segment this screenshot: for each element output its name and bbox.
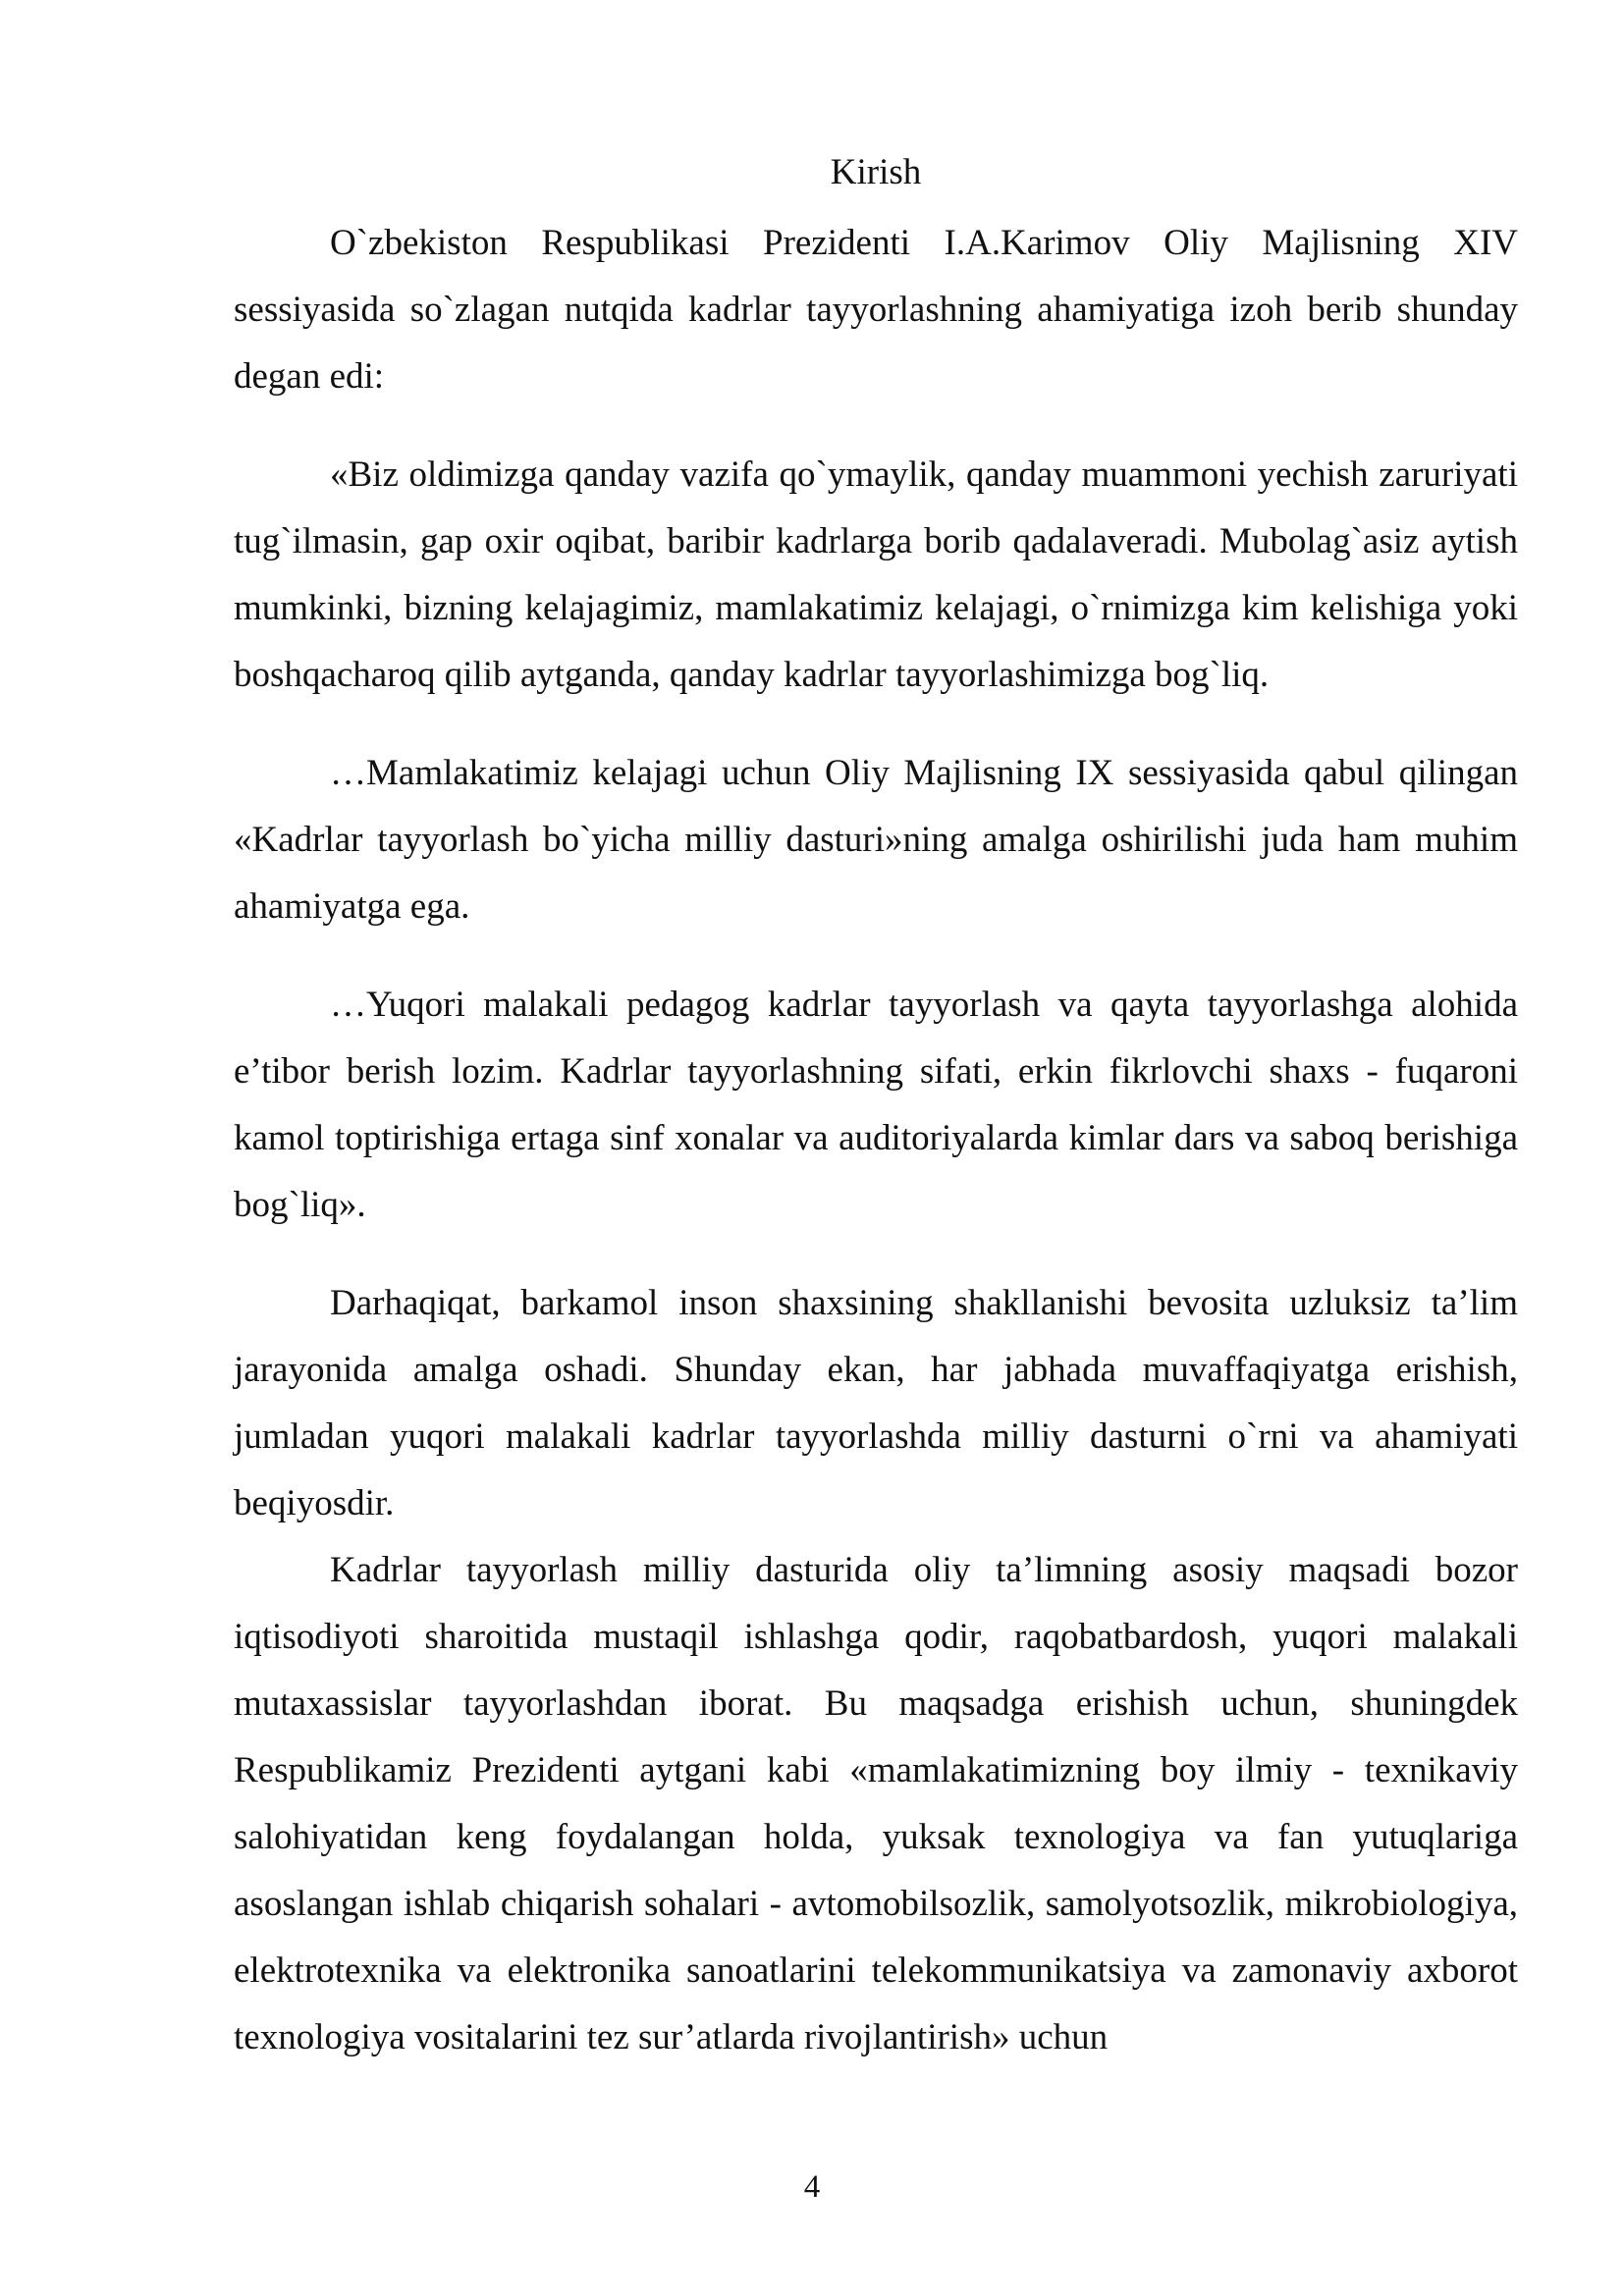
page-number: 4 [803, 2169, 821, 2205]
quote-paragraph-3: …Yuqori malakali pedagog kadrlar tayyorlash va qayta tayyorlashga alohida e’tibor berish lozim. Kadrlar tayyorlashning sifati, erkin fikrlovchi shaxs - fuqaroni kamol toptirishiga ertaga sinf xonalar va auditoriyalarda kimlar dars va saboq berishiga bog`liq». [234, 985, 1518, 1225]
paragraph-kadrlar: Kadrlar tayyorlash milliy dasturida oliy ta’limning asosiy maqsadi bozor iqtisodiyoti sharoitida mustaqil ishlashga qodir, raqobatbardosh, yuqori malakali mutaxassislar tayyorlashdan iborat. Bu maqsadga erishish uchun, shuningdek Respublikamiz Prezidenti aytgani kabi «mamlakatimizning boy ilmiy - texnikaviy salohiyatidan keng foydalangan holda, yuksak texnologiya va fan yutuqlariga asoslangan ishlab chiqarish sohalari - avtomobilsozlik, samolyotsozlik, mikrobiologiya, elektrotexnika va elektronika sanoatlarini telekommunikatsiya va zamonaviy axborot texnologiya vositalarini tez sur’atlarda rivojlantirish» uchun [234, 1550, 1518, 2057]
quote-paragraph-2: …Mamlakatimiz kelajagi uchun Oliy Majlisning IX sessiyasida qabul qilingan «Kadrlar tayyorlash bo`yicha milliy dasturi»ning amalga oshirilishi juda ham muhim ahamiyatga ega. [234, 753, 1518, 927]
quote-paragraph-1: «Biz oldimizga qanday vazifa qo`ymaylik, qanday muammoni yechish zaruriyati tug`ilmasin, gap oxir oqibat, baribir kadrlarga borib qadalaveradi. Mubolag`asiz aytish mumkinki, bizning kelajagimiz, mamlakatimiz kelajagi, o`rnimizga kim kelishiga yoki boshqacharoq qilib aytganda, qanday kadrlar tayyorlashimizga bog`liq. [234, 454, 1518, 695]
paragraph-intro: O`zbekiston Respublikasi Prezidenti I.A.Karimov Oliy Majlisning XIV sessiyasida so`zlagan nutqida kadrlar tayyorlashning ahamiyatiga izoh berib shunday degan edi: [234, 223, 1518, 397]
paragraph-darhaqiqat: Darhaqiqat, barkamol inson shaxsining shakllanishi bevosita uzluksiz ta’lim jarayonida amalga oshadi. Shunday ekan, har jabhada muvaffaqiyatga erishish, jumladan yuqori malakali kadrlar tayyorlashda milliy dasturni o`rni va ahamiyati beqiyosdir. [234, 1283, 1518, 1523]
document-page [234, 145, 1518, 2071]
section-title: Kirish [830, 152, 922, 192]
